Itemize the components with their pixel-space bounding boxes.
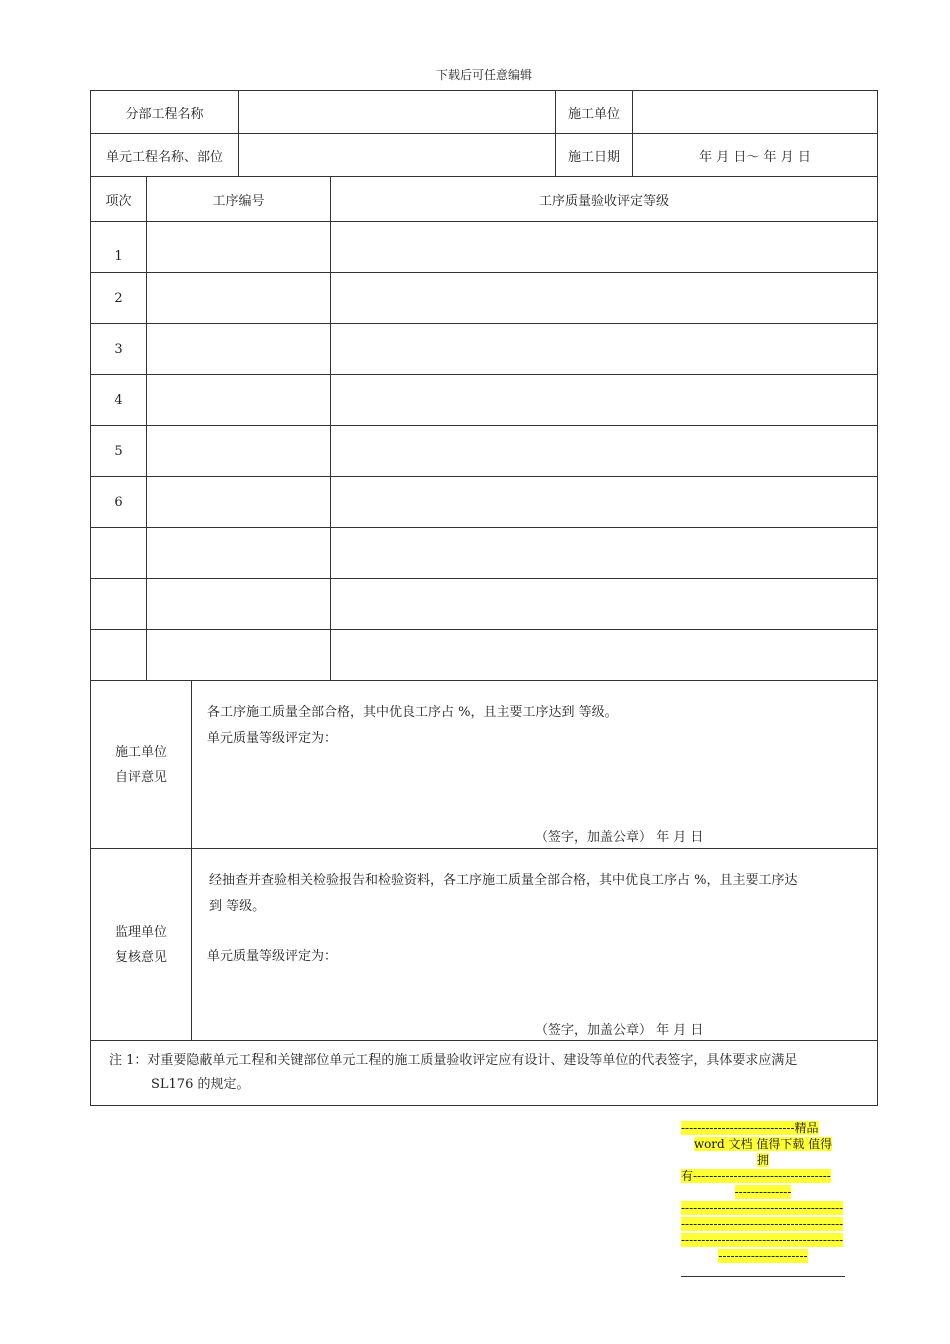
page-header: 下载后可任意编辑: [435, 68, 532, 82]
table-row: [90, 375, 878, 426]
quality-assessment-form: [90, 90, 878, 1106]
grade-field[interactable]: [330, 477, 877, 527]
contractor-signature: （签字，加盖公章） 年 月 日: [535, 830, 704, 845]
subproject-value-field[interactable]: [238, 91, 555, 133]
process-no-field[interactable]: [146, 477, 330, 527]
grade-field[interactable]: [330, 528, 877, 578]
grade-field[interactable]: [330, 426, 877, 476]
grade-field[interactable]: [330, 630, 877, 680]
item-number: 5: [114, 443, 123, 459]
grade-field[interactable]: [330, 375, 877, 425]
process-no-header: 工序编号: [146, 177, 330, 221]
table-row: [90, 426, 878, 477]
note-line-2: SL176 的规定。: [151, 1077, 250, 1092]
process-no-field[interactable]: [146, 375, 330, 425]
table-row: [90, 273, 878, 324]
unit-label: 单元工程名称、部位: [105, 149, 223, 165]
process-no-field[interactable]: [146, 324, 330, 374]
info-row-2: [90, 134, 878, 177]
item-number: [91, 630, 146, 680]
grade-field[interactable]: [330, 579, 877, 629]
note-line-1: 注 1：对重要隐蔽单元工程和关键部位单元工程的施工质量验收评定应有设计、建设等单位的代表签字，具体要求应满足: [109, 1053, 798, 1068]
contractor-value-field[interactable]: [632, 91, 877, 133]
table-header-row: [90, 177, 878, 222]
date-value[interactable]: 年 月 日～ 年 月 日: [632, 134, 877, 176]
banner-line-2: word 文档 值得下载 值得: [693, 1137, 833, 1151]
process-no-field[interactable]: [146, 579, 330, 629]
banner-line-5: --------------: [734, 1185, 792, 1199]
table-row: [90, 630, 878, 681]
item-number: 3: [114, 341, 123, 357]
supervisor-opinion-label-line2: 复核意见: [114, 949, 167, 965]
info-row-1: [90, 90, 878, 134]
supervisor-opinion-label: [91, 849, 191, 1040]
table-row: [90, 528, 878, 579]
contractor-opinion-text: 各工序施工质量全部合格，其中优良工序占 %，且主要工序达到 等级。: [207, 705, 618, 720]
banner-line-1: ----------------------------精品: [681, 1121, 819, 1135]
process-no-field[interactable]: [146, 222, 330, 272]
banner-line-9: ----------------------: [718, 1249, 808, 1263]
supervisor-opinion-text: 经抽查并查验相关检验报告和检验资料，各工序施工质量全部合格，其中优良工序占 %，且主要工序达: [209, 873, 798, 888]
item-number: [91, 579, 146, 629]
contractor-opinion-label-line1: 施工单位: [114, 744, 167, 760]
contractor-grade-text: 单元质量等级评定为：: [207, 731, 338, 746]
table-row: [90, 324, 878, 375]
item-header: 项次: [105, 193, 132, 209]
table-row: [90, 222, 878, 273]
note-row: [90, 1041, 878, 1106]
process-no-field[interactable]: [146, 273, 330, 323]
process-no-field[interactable]: [146, 426, 330, 476]
grade-field[interactable]: [330, 222, 877, 272]
banner-line-3: 拥: [756, 1153, 769, 1167]
grade-field[interactable]: [330, 273, 877, 323]
banner-line-7: ----------------------------------------: [681, 1217, 844, 1231]
date-label: 施工日期: [555, 134, 632, 176]
contractor-opinion-label-line2: 自评意见: [114, 769, 167, 785]
banner-line-4: 有----------------------------------: [681, 1169, 831, 1183]
supervisor-grade-text: 单元质量等级评定为：: [207, 949, 338, 964]
supervisor-opinion-row: [90, 849, 878, 1041]
note: [91, 1041, 803, 1105]
item-number: 4: [114, 392, 123, 408]
item-number: [91, 528, 146, 578]
contractor-opinion-label: [91, 681, 191, 848]
supervisor-opinion-body[interactable]: [191, 849, 877, 1040]
subproject-label: 分部工程名称: [125, 106, 204, 122]
download-banner: [681, 1120, 845, 1277]
grade-field[interactable]: [330, 324, 877, 374]
supervisor-opinion-text-cont: 到 等级。: [209, 899, 266, 914]
item-number: 2: [114, 290, 123, 306]
contractor-opinion-body[interactable]: [191, 681, 877, 848]
table-row: [90, 477, 878, 528]
item-number: 1: [114, 249, 123, 264]
supervisor-opinion-label-line1: 监理单位: [114, 924, 167, 940]
banner-line-6: ----------------------------------------: [681, 1201, 844, 1215]
banner-rule: [681, 1264, 845, 1277]
table-row: [90, 579, 878, 630]
supervisor-signature: （签字，加盖公章） 年 月 日: [535, 1023, 704, 1038]
contractor-label: 施工单位: [555, 91, 632, 133]
contractor-opinion-row: [90, 681, 878, 849]
grade-header: 工序质量验收评定等级: [330, 177, 877, 221]
process-no-field[interactable]: [146, 528, 330, 578]
process-no-field[interactable]: [146, 630, 330, 680]
banner-line-8: ----------------------------------------: [681, 1233, 844, 1247]
unit-value-field[interactable]: [238, 134, 555, 176]
item-number: 6: [114, 494, 123, 510]
